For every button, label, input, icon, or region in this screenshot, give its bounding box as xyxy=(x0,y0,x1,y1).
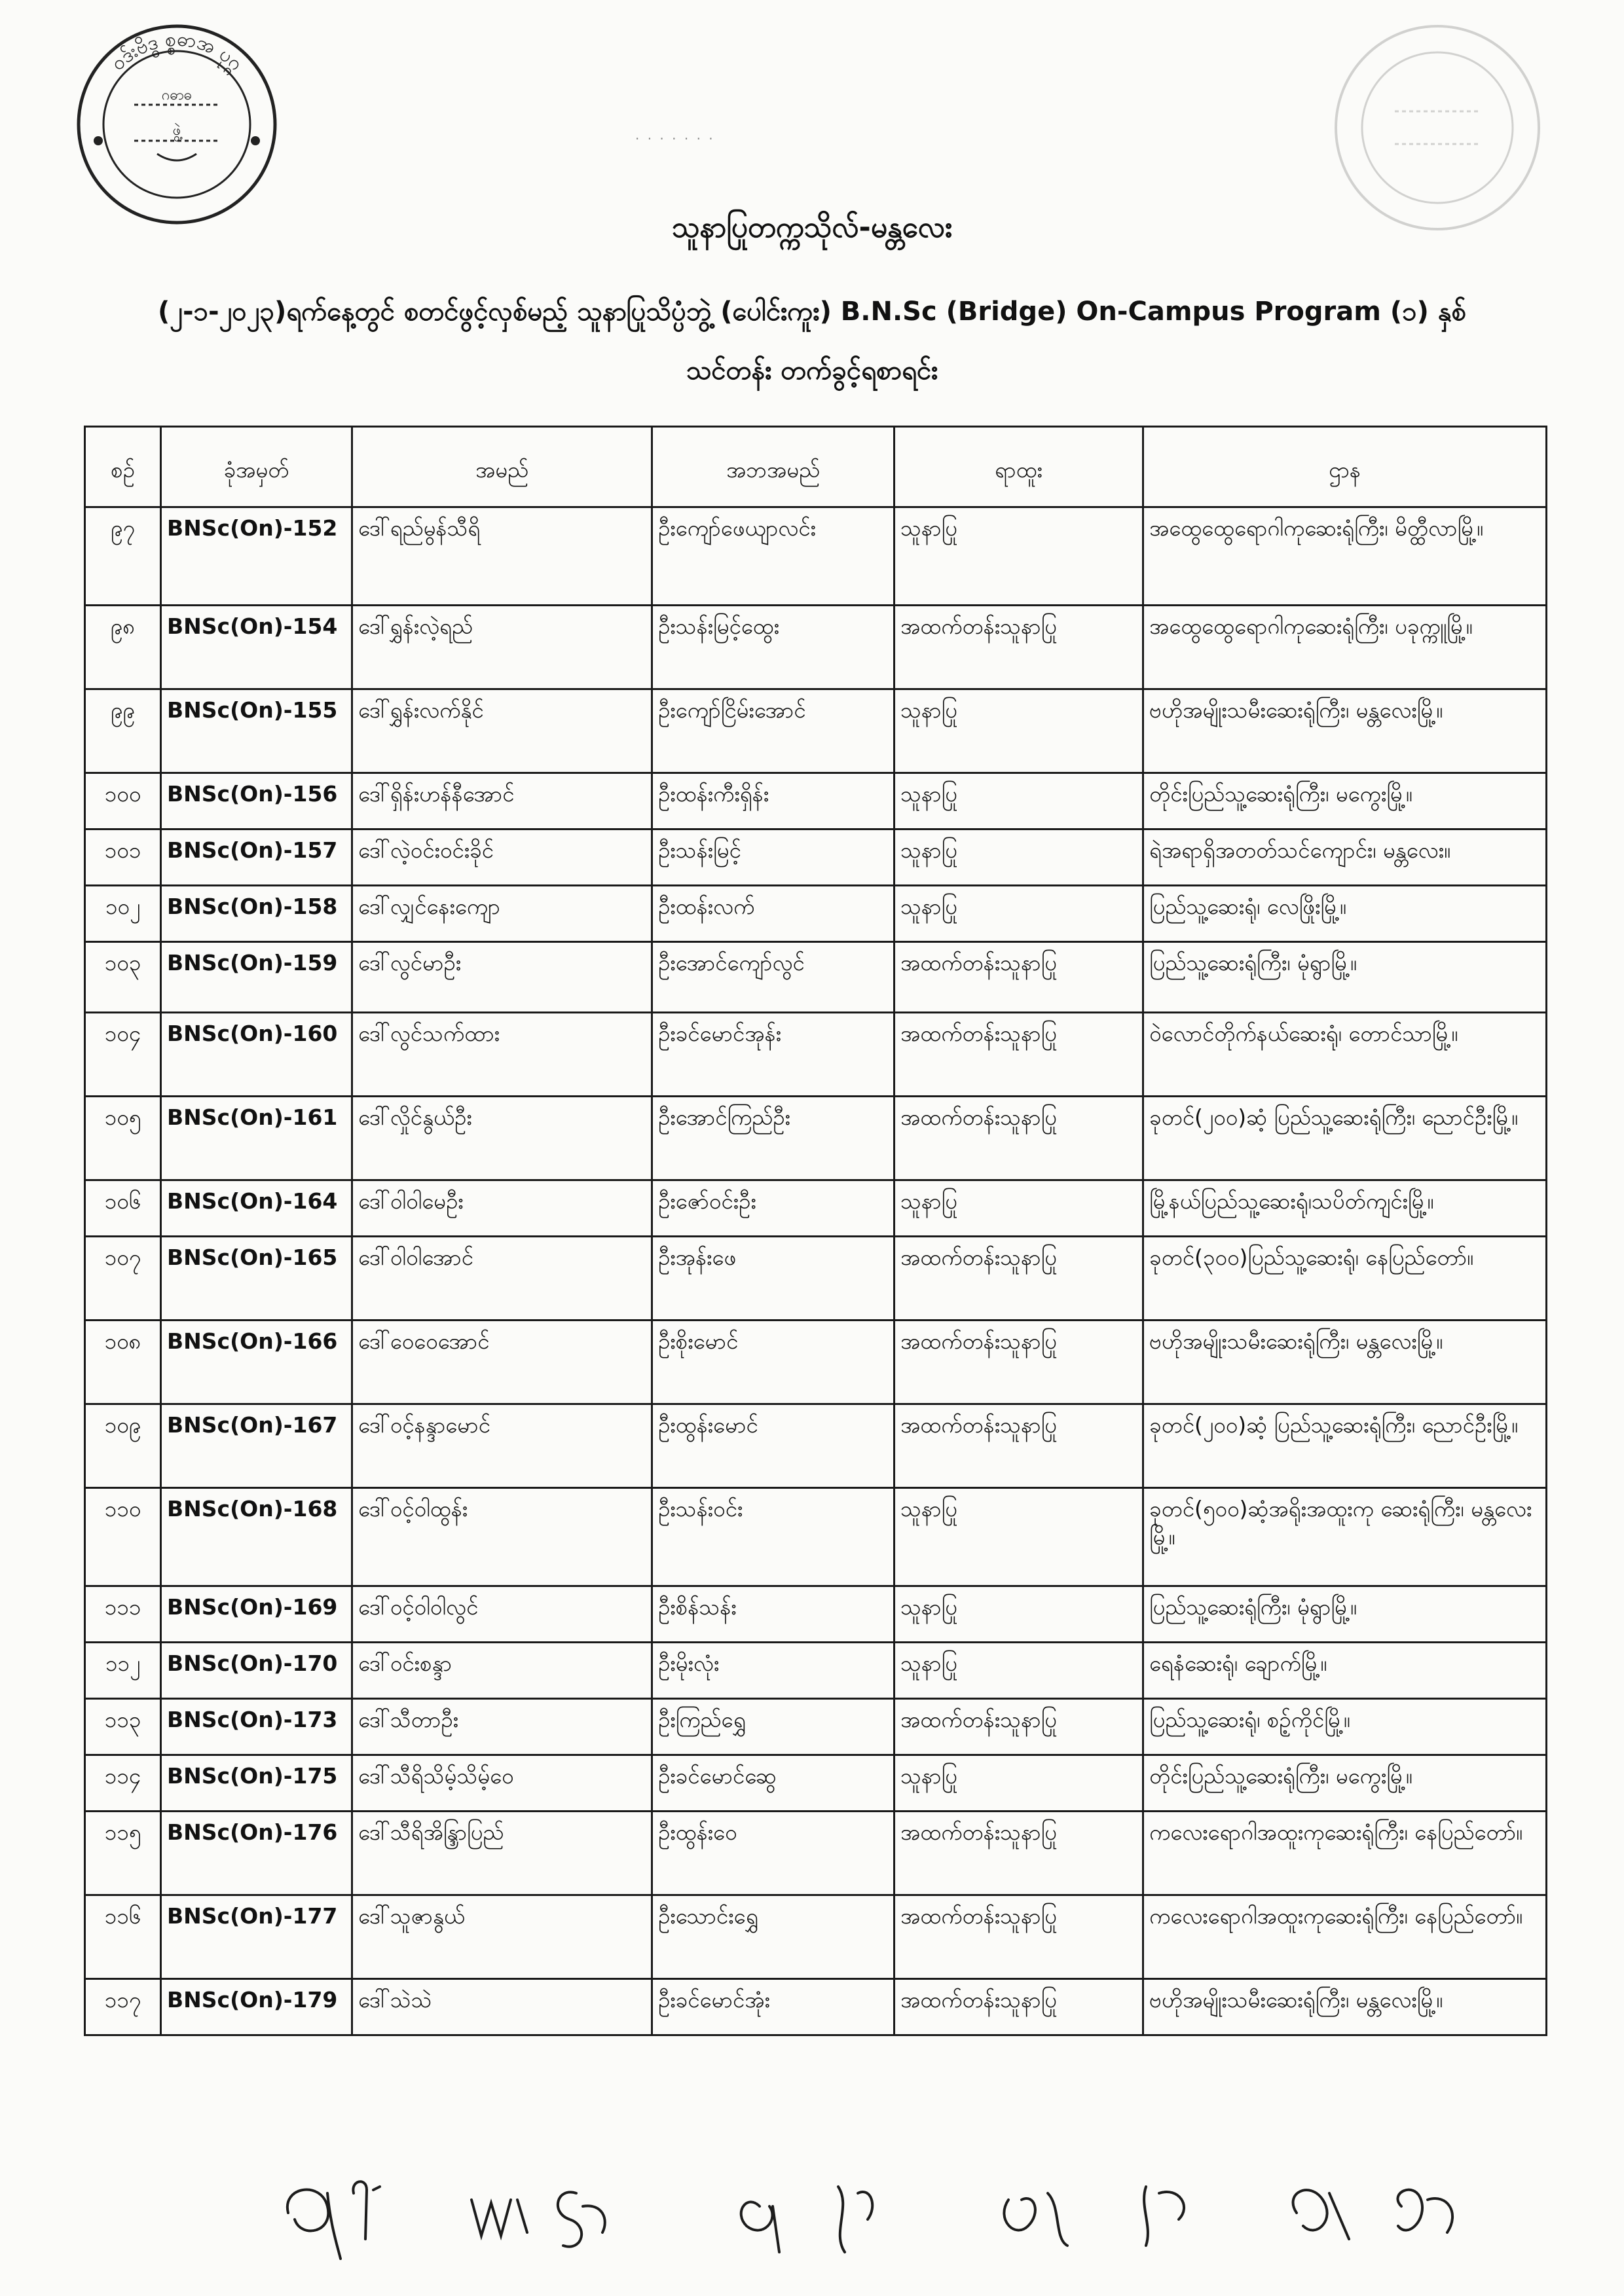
student-name: ဒေါ်သူဇာနွယ် xyxy=(352,1895,652,1979)
table-row xyxy=(85,773,1547,829)
rank: အထက်တန်းသူနာပြု xyxy=(895,1237,1143,1321)
table-row xyxy=(85,942,1547,1013)
rank: အထက်တန်းသူနာပြု xyxy=(895,1812,1143,1895)
seat-id: BNSc(On)-158 xyxy=(161,886,352,942)
student-name: ဒေါ်လဲ့ဝင်းဝင်းခိုင် xyxy=(352,829,652,886)
seat-id: BNSc(On)-164 xyxy=(161,1180,352,1237)
row-number: ၁၁၆ xyxy=(85,1895,161,1979)
row-number: ၁၁၇ xyxy=(85,1979,161,2035)
student-name: ဒေါ်ဝင့်နန္ဒာမောင် xyxy=(352,1404,652,1488)
seat-id: BNSc(On)-155 xyxy=(161,689,352,773)
col-header-rank: ရာထူး xyxy=(895,427,1143,507)
table-row xyxy=(85,606,1547,689)
department: ပြည်သူ့ဆေးရုံကြီး၊ မုံရွာမြို့။ xyxy=(1143,942,1547,1013)
father-name: ဦးစိန်သန်း xyxy=(652,1586,895,1643)
father-name: ဦးစိုးမောင် xyxy=(652,1321,895,1404)
seat-id: BNSc(On)-170 xyxy=(161,1643,352,1699)
department: ဗဟိုအမျိုးသမီးဆေးရုံကြီး၊ မန္တလေးမြို့။ xyxy=(1143,1321,1547,1404)
seat-id: BNSc(On)-179 xyxy=(161,1979,352,2035)
department: ဗဟိုအမျိုးသမီးဆေးရုံကြီး၊ မန္တလေးမြို့။ xyxy=(1143,689,1547,773)
seat-id: BNSc(On)-154 xyxy=(161,606,352,689)
father-name: ဦးဇော်ဝင်းဦး xyxy=(652,1180,895,1237)
row-number: ၁၀၃ xyxy=(85,942,161,1013)
row-number: ၁၁၅ xyxy=(85,1812,161,1895)
official-seal xyxy=(72,20,282,229)
table-header-row xyxy=(85,427,1547,507)
father-name: ဦးထန်းကီးရှိန်း xyxy=(652,773,895,829)
father-name: ဦးအောင်ကျော်လွင် xyxy=(652,942,895,1013)
row-number: ၉၇ xyxy=(85,507,161,606)
table-row xyxy=(85,1895,1547,1979)
table-row xyxy=(85,1643,1547,1699)
student-name: ဒေါ်သီတာဦး xyxy=(352,1699,652,1755)
department: ခုတင်(၃၀၀)ပြည်သူ့ဆေးရုံ၊ နေပြည်တော်။ xyxy=(1143,1237,1547,1321)
seat-id: BNSc(On)-160 xyxy=(161,1013,352,1097)
student-name: ဒေါ်ရွှန်းလက်နိုင် xyxy=(352,689,652,773)
student-name: ဒေါ်ရွှန်းလဲ့ရည် xyxy=(352,606,652,689)
rank: သူနာပြု xyxy=(895,886,1143,942)
row-number: ၁၀၀ xyxy=(85,773,161,829)
father-name: ဦးထွန်းမောင် xyxy=(652,1404,895,1488)
table-row xyxy=(85,1979,1547,2035)
rank: အထက်တန်းသူနာပြု xyxy=(895,606,1143,689)
row-number: ၁၀၄ xyxy=(85,1013,161,1097)
father-name: ဦးခင်မောင်အုံး xyxy=(652,1979,895,2035)
father-name: ဦးကျော်ဖေယျာလင်း xyxy=(652,507,895,606)
row-number: ၁၀၅ xyxy=(85,1097,161,1180)
department: ပြည်သူ့ဆေးရုံ၊ လေဖြိုးမြို့။ xyxy=(1143,886,1547,942)
col-header-seat-id: ခုံအမှတ် xyxy=(161,427,352,507)
table-row xyxy=(85,1404,1547,1488)
table-row xyxy=(85,1812,1547,1895)
seat-id: BNSc(On)-159 xyxy=(161,942,352,1013)
student-name: ဒေါ်ဝါဝါအောင် xyxy=(352,1237,652,1321)
department: ရဲအရာရှိအတတ်သင်ကျောင်း၊ မန္တလေး။ xyxy=(1143,829,1547,886)
department: တိုင်းပြည်သူ့ဆေးရုံကြီး၊ မကွေးမြို့။ xyxy=(1143,1755,1547,1812)
rank: သူနာပြု xyxy=(895,773,1143,829)
rank: သူနာပြု xyxy=(895,507,1143,606)
father-name: ဦးသန်းမြင့် xyxy=(652,829,895,886)
rank: အထက်တန်းသူနာပြု xyxy=(895,1321,1143,1404)
department: ကလေးရောဂါအထူးကုဆေးရုံကြီး၊ နေပြည်တော်။ xyxy=(1143,1895,1547,1979)
father-name: ဦးခင်မောင်အုန်း xyxy=(652,1013,895,1097)
seal-line2: ဖွဲ့ xyxy=(172,122,181,139)
department: တိုင်းပြည်သူ့ဆေးရုံကြီး၊ မကွေးမြို့။ xyxy=(1143,773,1547,829)
seat-id: BNSc(On)-176 xyxy=(161,1812,352,1895)
handwritten-signature xyxy=(275,2167,1519,2265)
seat-id: BNSc(On)-157 xyxy=(161,829,352,886)
row-number: ၁၀၆ xyxy=(85,1180,161,1237)
seal-line1: ဂဓာဓ xyxy=(161,87,193,103)
table-row xyxy=(85,1321,1547,1404)
table-row xyxy=(85,689,1547,773)
row-number: ၉၉ xyxy=(85,689,161,773)
table-row xyxy=(85,1699,1547,1755)
seat-id: BNSc(On)-165 xyxy=(161,1237,352,1321)
rank: အထက်တန်းသူနာပြု xyxy=(895,942,1143,1013)
seat-id: BNSc(On)-152 xyxy=(161,507,352,606)
rank: သူနာပြု xyxy=(895,1586,1143,1643)
rank: အထက်တန်းသူနာပြု xyxy=(895,1404,1143,1488)
rank: အထက်တန်းသူနာပြု xyxy=(895,1895,1143,1979)
seat-id: BNSc(On)-161 xyxy=(161,1097,352,1180)
seat-id: BNSc(On)-168 xyxy=(161,1488,352,1586)
father-name: ဦးသောင်းရွှေ xyxy=(652,1895,895,1979)
table-row xyxy=(85,1237,1547,1321)
seal-arc-text: ဝဒ်းဗိဒ္ဓ စ္စဓာအ ပုဂ္ဂ xyxy=(106,27,248,75)
faint-reference-mark: · · · · · · · xyxy=(635,131,715,147)
student-name: ဒေါ်လျှင်နေးကျော xyxy=(352,886,652,942)
father-name: ဦးသန်းမြင့်ထွေး xyxy=(652,606,895,689)
rank: သူနာပြု xyxy=(895,1755,1143,1812)
department: ရေနံဆေးရုံ၊ ချောက်မြို့။ xyxy=(1143,1643,1547,1699)
student-name: ဒေါ်လွင်မာဦး xyxy=(352,942,652,1013)
document-subtitle: (၂-၁-၂၀၂၃)ရက်နေ့တွင် စတင်ဖွင့်လှစ်မည့် သူနာပြုသိပ္ပံဘွဲ့ (ပေါင်းကူး) B.N.Sc (Bridge) On-Campus Program (၁) နှစ် xyxy=(158,297,1466,327)
row-number: ၁၁၁ xyxy=(85,1586,161,1643)
student-name: ဒေါ်လွင်သက်ထား xyxy=(352,1013,652,1097)
father-name: ဦးမိုးလုံး xyxy=(652,1643,895,1699)
rank: အထက်တန်းသူနာပြု xyxy=(895,1979,1143,2035)
document-title: သူနာပြုတက္ကသိုလ်-မန္တလေး xyxy=(671,211,952,244)
table-row xyxy=(85,1586,1547,1643)
father-name: ဦးအောင်ကြည်ဦး xyxy=(652,1097,895,1180)
row-number: ၁၁၀ xyxy=(85,1488,161,1586)
row-number: ၁၀၈ xyxy=(85,1321,161,1404)
department: အထွေထွေရောဂါကုဆေးရုံကြီး၊ ပခုက္ကူမြို့။ xyxy=(1143,606,1547,689)
seat-id: BNSc(On)-156 xyxy=(161,773,352,829)
col-header-father: အဘအမည် xyxy=(652,427,895,507)
rank: သူနာပြု xyxy=(895,689,1143,773)
table-row xyxy=(85,1488,1547,1586)
col-header-name: အမည် xyxy=(352,427,652,507)
department: ဗဟိုအမျိုးသမီးဆေးရုံကြီး၊ မန္တလေးမြို့။ xyxy=(1143,1979,1547,2035)
father-name: ဦးအုန်းဖေ xyxy=(652,1237,895,1321)
seat-id: BNSc(On)-166 xyxy=(161,1321,352,1404)
rank: အထက်တန်းသူနာပြု xyxy=(895,1097,1143,1180)
table-row xyxy=(85,1097,1547,1180)
father-name: ဦးခင်မောင်ဆွေ xyxy=(652,1755,895,1812)
student-name: ဒေါ်ဝင့်ဝါထွန်း xyxy=(352,1488,652,1586)
table-row xyxy=(85,1755,1547,1812)
row-number: ၁၀၂ xyxy=(85,886,161,942)
rank: သူနာပြု xyxy=(895,1180,1143,1237)
row-number: ၉၈ xyxy=(85,606,161,689)
document-subtitle-2: သင်တန်း တက်ခွင့်ရစာရင်း xyxy=(686,355,938,386)
row-number: ၁၁၄ xyxy=(85,1755,161,1812)
rank: သူနာပြု xyxy=(895,1643,1143,1699)
department: ကလေးရောဂါအထူးကုဆေးရုံကြီး၊ နေပြည်တော်။ xyxy=(1143,1812,1547,1895)
department: ဝဲလောင်တိုက်နယ်ဆေးရုံ၊ တောင်သာမြို့။ xyxy=(1143,1013,1547,1097)
student-name: ဒေါ်လှိုင်နွယ်ဦး xyxy=(352,1097,652,1180)
student-name: ဒေါ်ရည်မွန်သီရိ xyxy=(352,507,652,606)
student-name: ဒေါ်ဝေဝေအောင် xyxy=(352,1321,652,1404)
row-number: ၁၀၇ xyxy=(85,1237,161,1321)
department: ခုတင်(၂၀၀)ဆံ့ ပြည်သူ့ဆေးရုံကြီး၊ ညောင်ဦးမြို့။ xyxy=(1143,1097,1547,1180)
seat-id: BNSc(On)-175 xyxy=(161,1755,352,1812)
rank: သူနာပြု xyxy=(895,1488,1143,1586)
admission-table xyxy=(84,426,1547,2036)
department: ပြည်သူ့ဆေးရုံ၊ စဉ့်ကိုင်မြို့။ xyxy=(1143,1699,1547,1755)
col-header-department: ဌာန xyxy=(1143,427,1547,507)
col-header-no: စဉ် xyxy=(85,427,161,507)
rank: အထက်တန်းသူနာပြု xyxy=(895,1013,1143,1097)
table-row xyxy=(85,1013,1547,1097)
father-name: ဦးကြည်ရွှေ xyxy=(652,1699,895,1755)
table-row xyxy=(85,1180,1547,1237)
department: ပြည်သူ့ဆေးရုံကြီး၊ မုံရွာမြို့။ xyxy=(1143,1586,1547,1643)
seat-id: BNSc(On)-177 xyxy=(161,1895,352,1979)
father-name: ဦးထွန်းဝေ xyxy=(652,1812,895,1895)
department: ခုတင်(၂၀၀)ဆံ့ ပြည်သူ့ဆေးရုံကြီး၊ ညောင်ဦးမြို့။ xyxy=(1143,1404,1547,1488)
row-number: ၁၁၂ xyxy=(85,1643,161,1699)
student-name: ဒေါ်ဝင်းစန္ဒာ xyxy=(352,1643,652,1699)
table-row xyxy=(85,886,1547,942)
department: မြို့နယ်ပြည်သူ့ဆေးရုံ၊သပိတ်ကျင်းမြို့။ xyxy=(1143,1180,1547,1237)
father-name: ဦးကျော်ငြိမ်းအောင် xyxy=(652,689,895,773)
seat-id: BNSc(On)-173 xyxy=(161,1699,352,1755)
student-name: ဒေါ်သီရိအိန္ဒြာပြည် xyxy=(352,1812,652,1895)
rank: အထက်တန်းသူနာပြု xyxy=(895,1699,1143,1755)
rank: သူနာပြု xyxy=(895,829,1143,886)
student-name: ဒေါ်ဝင့်ဝါဝါလွင် xyxy=(352,1586,652,1643)
father-name: ဦးသန်းဝင်း xyxy=(652,1488,895,1586)
bleed-through-seal xyxy=(1329,20,1545,236)
student-name: ဒေါ်သီရိသိမ့်သိမ့်ဝေ xyxy=(352,1755,652,1812)
department: အထွေထွေရောဂါကုဆေးရုံကြီး၊ မိတ္ထီလာမြို့။ xyxy=(1143,507,1547,606)
student-name: ဒေါ်ရှိန်းဟန်နီအောင် xyxy=(352,773,652,829)
seat-id: BNSc(On)-167 xyxy=(161,1404,352,1488)
table-row xyxy=(85,829,1547,886)
table-row xyxy=(85,507,1547,606)
student-name: ဒေါ်ဝါဝါမေဦး xyxy=(352,1180,652,1237)
seat-id: BNSc(On)-169 xyxy=(161,1586,352,1643)
row-number: ၁၀၉ xyxy=(85,1404,161,1488)
row-number: ၁၁၃ xyxy=(85,1699,161,1755)
student-name: ဒေါ်သဲသဲ xyxy=(352,1979,652,2035)
row-number: ၁၀၁ xyxy=(85,829,161,886)
father-name: ဦးထန်းလက် xyxy=(652,886,895,942)
department: ခုတင်(၅၀၀)ဆံ့အရိုးအထူးကု ဆေးရုံကြီး၊ မန္တလေးမြို့။ xyxy=(1143,1488,1547,1586)
